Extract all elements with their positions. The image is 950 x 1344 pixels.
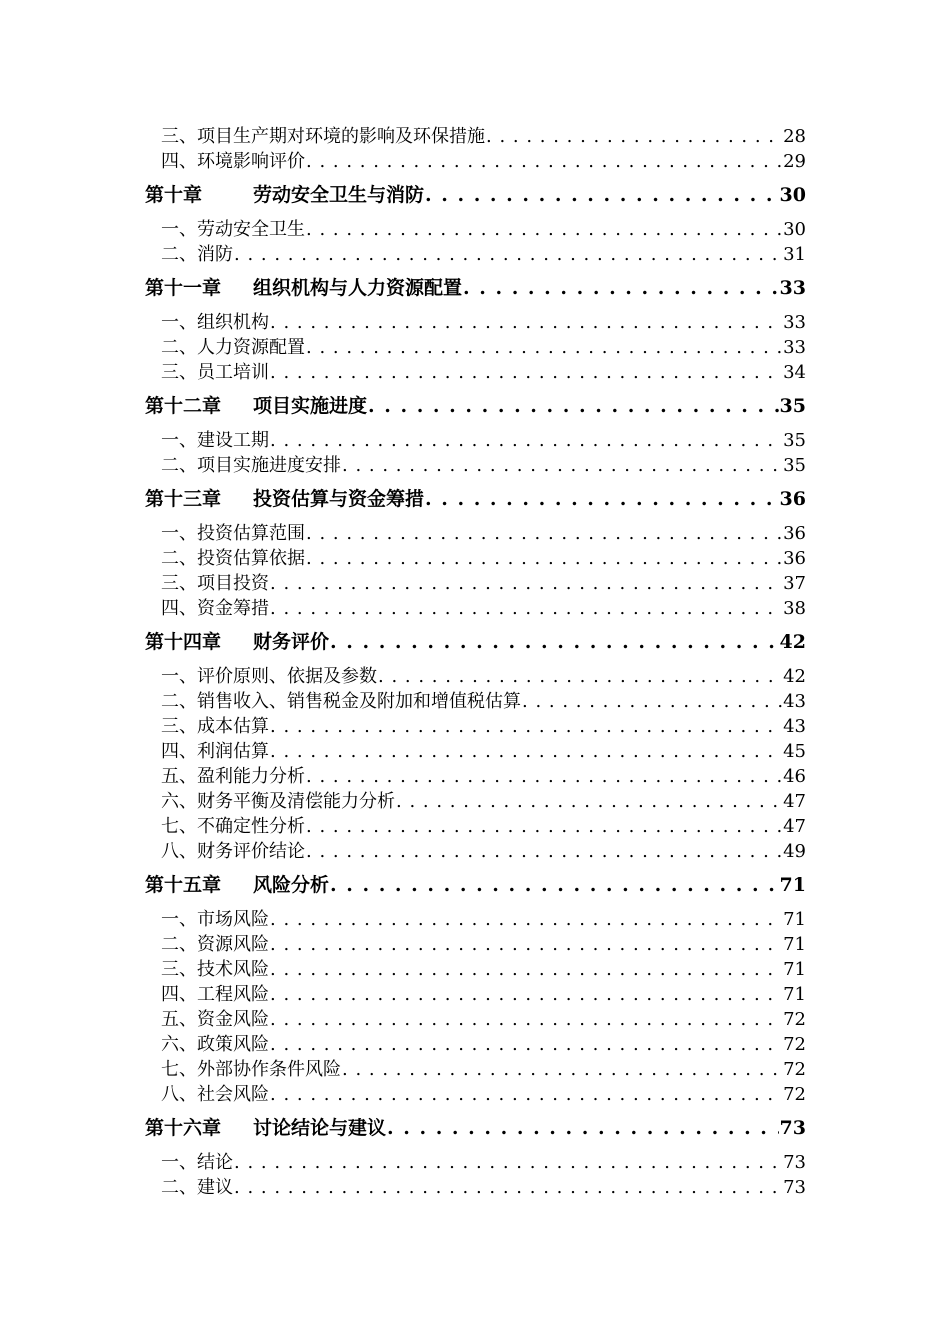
toc-section-entry[interactable] <box>145 1007 806 1032</box>
toc-section-entry[interactable] <box>145 149 806 174</box>
toc-chapter-title: 财务评价 <box>253 631 330 653</box>
toc-dot-leader <box>234 1150 782 1175</box>
toc-page-number: 72 <box>783 1084 806 1105</box>
toc-page-number: 45 <box>783 741 806 762</box>
toc-page-number: 71 <box>783 984 806 1005</box>
toc-chapter-entry[interactable] <box>145 873 806 898</box>
toc-entry-title: 二、人力资源配置 <box>161 337 305 358</box>
toc-dot-leader <box>306 217 782 242</box>
toc-chapter-number: 第十一章 <box>145 277 222 299</box>
toc-dot-leader <box>270 571 782 596</box>
toc-chapter-entry[interactable] <box>145 394 806 419</box>
toc-chapter-number: 第十四章 <box>145 631 222 653</box>
toc-section-entry[interactable] <box>145 1082 806 1107</box>
toc-page-number: 30 <box>783 219 806 240</box>
toc-page-number: 43 <box>783 716 806 737</box>
toc-section-entry[interactable] <box>145 739 806 764</box>
toc-entry-title: 五、盈利能力分析 <box>161 766 305 787</box>
toc-page-number: 33 <box>779 277 806 299</box>
toc-entry-title: 二、项目实施进度安排 <box>161 455 341 476</box>
toc-entry-title: 二、消防 <box>161 244 233 265</box>
toc-page-number: 71 <box>783 934 806 955</box>
toc-entry-title: 二、建议 <box>161 1177 233 1198</box>
toc-chapter-number: 第十五章 <box>145 874 222 896</box>
toc-page-number: 42 <box>783 666 806 687</box>
toc-dot-leader <box>270 428 782 453</box>
toc-chapter-entry[interactable] <box>145 1116 806 1141</box>
toc-entry-title <box>145 487 424 512</box>
toc-dot-leader <box>306 764 782 789</box>
toc-entry-title <box>145 873 329 898</box>
toc-section-entry[interactable] <box>145 310 806 335</box>
toc-dot-leader <box>306 814 782 839</box>
toc-dot-leader <box>330 873 779 898</box>
toc-page-number: 35 <box>779 395 806 417</box>
toc-section-entry[interactable] <box>145 839 806 864</box>
toc-section-entry[interactable] <box>145 1032 806 1057</box>
toc-dot-leader <box>463 276 779 301</box>
toc-section-entry[interactable] <box>145 1057 806 1082</box>
toc-section-entry[interactable] <box>145 982 806 1007</box>
toc-dot-leader <box>306 839 782 864</box>
toc-section-entry[interactable] <box>145 360 806 385</box>
toc-section-entry[interactable] <box>145 932 806 957</box>
toc-dot-leader <box>270 932 782 957</box>
toc-page-number: 36 <box>783 523 806 544</box>
toc-section-entry[interactable] <box>145 907 806 932</box>
toc-page-number: 28 <box>783 126 806 147</box>
toc-section-entry[interactable] <box>145 764 806 789</box>
toc-section-entry[interactable] <box>145 571 806 596</box>
toc-page-number: 43 <box>783 691 806 712</box>
toc-dot-leader <box>486 124 782 149</box>
toc-entry-title: 三、技术风险 <box>161 959 269 980</box>
toc-page-number: 71 <box>783 959 806 980</box>
toc-section-entry[interactable] <box>145 521 806 546</box>
toc-dot-leader <box>270 1082 782 1107</box>
toc-dot-leader <box>330 630 779 655</box>
toc-dot-leader <box>342 453 782 478</box>
toc-page-number: 35 <box>783 455 806 476</box>
toc-dot-leader <box>270 596 782 621</box>
toc-page-number: 37 <box>783 573 806 594</box>
toc-page-number: 47 <box>783 816 806 837</box>
toc-dot-leader <box>270 907 782 932</box>
toc-entry-title: 二、销售收入、销售税金及附加和增值税估算 <box>161 691 521 712</box>
toc-dot-leader <box>425 183 779 208</box>
toc-dot-leader <box>234 1175 782 1200</box>
toc-dot-leader <box>396 789 782 814</box>
toc-chapter-title: 投资估算与资金筹措 <box>253 488 425 510</box>
toc-page-number: 72 <box>783 1034 806 1055</box>
toc-entry-title: 四、工程风险 <box>161 984 269 1005</box>
toc-dot-leader <box>306 335 782 360</box>
toc-entry-title: 六、财务平衡及清偿能力分析 <box>161 791 395 812</box>
toc-section-entry[interactable] <box>145 664 806 689</box>
toc-entry-title <box>145 394 367 419</box>
toc-dot-leader <box>306 546 782 571</box>
toc-page-number: 47 <box>783 791 806 812</box>
toc-entry-title: 四、资金筹措 <box>161 598 269 619</box>
toc-section-entry[interactable] <box>145 335 806 360</box>
toc-chapter-entry[interactable] <box>145 487 806 512</box>
toc-entry-title <box>145 276 462 301</box>
toc-chapter-number: 第十二章 <box>145 395 222 417</box>
toc-page-number: 72 <box>783 1009 806 1030</box>
table-of-contents <box>145 124 806 1200</box>
toc-page-number: 42 <box>779 631 806 653</box>
toc-page-number: 71 <box>779 874 806 896</box>
toc-section-entry[interactable] <box>145 1150 806 1175</box>
toc-chapter-title: 讨论结论与建议 <box>253 1117 387 1139</box>
toc-page-number: 71 <box>783 909 806 930</box>
toc-entry-title: 一、组织机构 <box>161 312 269 333</box>
toc-entry-title: 一、评价原则、依据及参数 <box>161 666 377 687</box>
toc-entry-title <box>145 1116 386 1141</box>
toc-dot-leader <box>270 1007 782 1032</box>
toc-section-entry[interactable] <box>145 217 806 242</box>
toc-page-number: 29 <box>783 151 806 172</box>
toc-entry-title <box>145 630 329 655</box>
toc-entry-title: 三、成本估算 <box>161 716 269 737</box>
toc-page-number: 33 <box>783 312 806 333</box>
toc-entry-title: 三、员工培训 <box>161 362 269 383</box>
toc-chapter-title: 风险分析 <box>253 874 330 896</box>
toc-entry-title: 一、建设工期 <box>161 430 269 451</box>
toc-entry-title: 七、外部协作条件风险 <box>161 1059 341 1080</box>
toc-entry-title: 八、社会风险 <box>161 1084 269 1105</box>
toc-dot-leader <box>522 689 782 714</box>
toc-dot-leader <box>425 487 779 512</box>
toc-page-number: 31 <box>783 244 806 265</box>
toc-page-number: 38 <box>783 598 806 619</box>
toc-page-number: 73 <box>783 1177 806 1198</box>
toc-dot-leader <box>270 957 782 982</box>
toc-dot-leader <box>306 149 782 174</box>
toc-dot-leader <box>378 664 782 689</box>
toc-section-entry[interactable] <box>145 546 806 571</box>
toc-entry-title: 一、劳动安全卫生 <box>161 219 305 240</box>
toc-page-number: 36 <box>783 548 806 569</box>
toc-chapter-entry[interactable] <box>145 276 806 301</box>
toc-dot-leader <box>270 739 782 764</box>
toc-section-entry[interactable] <box>145 124 806 149</box>
toc-dot-leader <box>306 521 782 546</box>
toc-entry-title: 七、不确定性分析 <box>161 816 305 837</box>
toc-section-entry[interactable] <box>145 789 806 814</box>
toc-page-number: 73 <box>779 1117 806 1139</box>
toc-page-number: 72 <box>783 1059 806 1080</box>
toc-chapter-number: 第十三章 <box>145 488 222 510</box>
toc-page-number: 30 <box>779 184 806 206</box>
toc-page-number: 33 <box>783 337 806 358</box>
toc-entry-title: 八、财务评价结论 <box>161 841 305 862</box>
toc-chapter-title: 项目实施进度 <box>253 395 368 417</box>
toc-chapter-entry[interactable] <box>145 183 806 208</box>
toc-section-entry[interactable] <box>145 1175 806 1200</box>
toc-page-number: 46 <box>783 766 806 787</box>
toc-section-entry[interactable] <box>145 957 806 982</box>
toc-entry-title: 三、项目生产期对环境的影响及环保措施 <box>161 126 485 147</box>
toc-entry-title: 三、项目投资 <box>161 573 269 594</box>
toc-entry-title: 六、政策风险 <box>161 1034 269 1055</box>
toc-dot-leader <box>270 310 782 335</box>
toc-page-number: 73 <box>783 1152 806 1173</box>
toc-page-number: 49 <box>783 841 806 862</box>
toc-dot-leader <box>368 394 779 419</box>
toc-chapter-number: 第十六章 <box>145 1117 222 1139</box>
toc-entry-title: 四、环境影响评价 <box>161 151 305 172</box>
toc-dot-leader <box>234 242 782 267</box>
toc-dot-leader <box>270 982 782 1007</box>
toc-section-entry[interactable] <box>145 453 806 478</box>
toc-section-entry[interactable] <box>145 242 806 267</box>
toc-entry-title <box>145 183 424 208</box>
toc-chapter-entry[interactable] <box>145 630 806 655</box>
toc-section-entry[interactable] <box>145 428 806 453</box>
toc-chapter-title: 劳动安全卫生与消防 <box>253 184 425 206</box>
toc-entry-title: 二、资源风险 <box>161 934 269 955</box>
toc-dot-leader <box>270 714 782 739</box>
toc-page-number: 34 <box>783 362 806 383</box>
toc-section-entry[interactable] <box>145 596 806 621</box>
toc-dot-leader <box>387 1116 779 1141</box>
toc-entry-title: 一、结论 <box>161 1152 233 1173</box>
toc-chapter-number: 第十章 <box>145 184 203 206</box>
toc-entry-title: 一、市场风险 <box>161 909 269 930</box>
toc-dot-leader <box>270 360 782 385</box>
toc-dot-leader <box>342 1057 782 1082</box>
toc-page-number: 36 <box>779 488 806 510</box>
toc-entry-title: 五、资金风险 <box>161 1009 269 1030</box>
toc-entry-title: 四、利润估算 <box>161 741 269 762</box>
toc-page-number: 35 <box>783 430 806 451</box>
toc-section-entry[interactable] <box>145 814 806 839</box>
toc-section-entry[interactable] <box>145 689 806 714</box>
toc-chapter-title: 组织机构与人力资源配置 <box>253 277 463 299</box>
toc-section-entry[interactable] <box>145 714 806 739</box>
toc-dot-leader <box>270 1032 782 1057</box>
toc-entry-title: 一、投资估算范围 <box>161 523 305 544</box>
toc-entry-title: 二、投资估算依据 <box>161 548 305 569</box>
